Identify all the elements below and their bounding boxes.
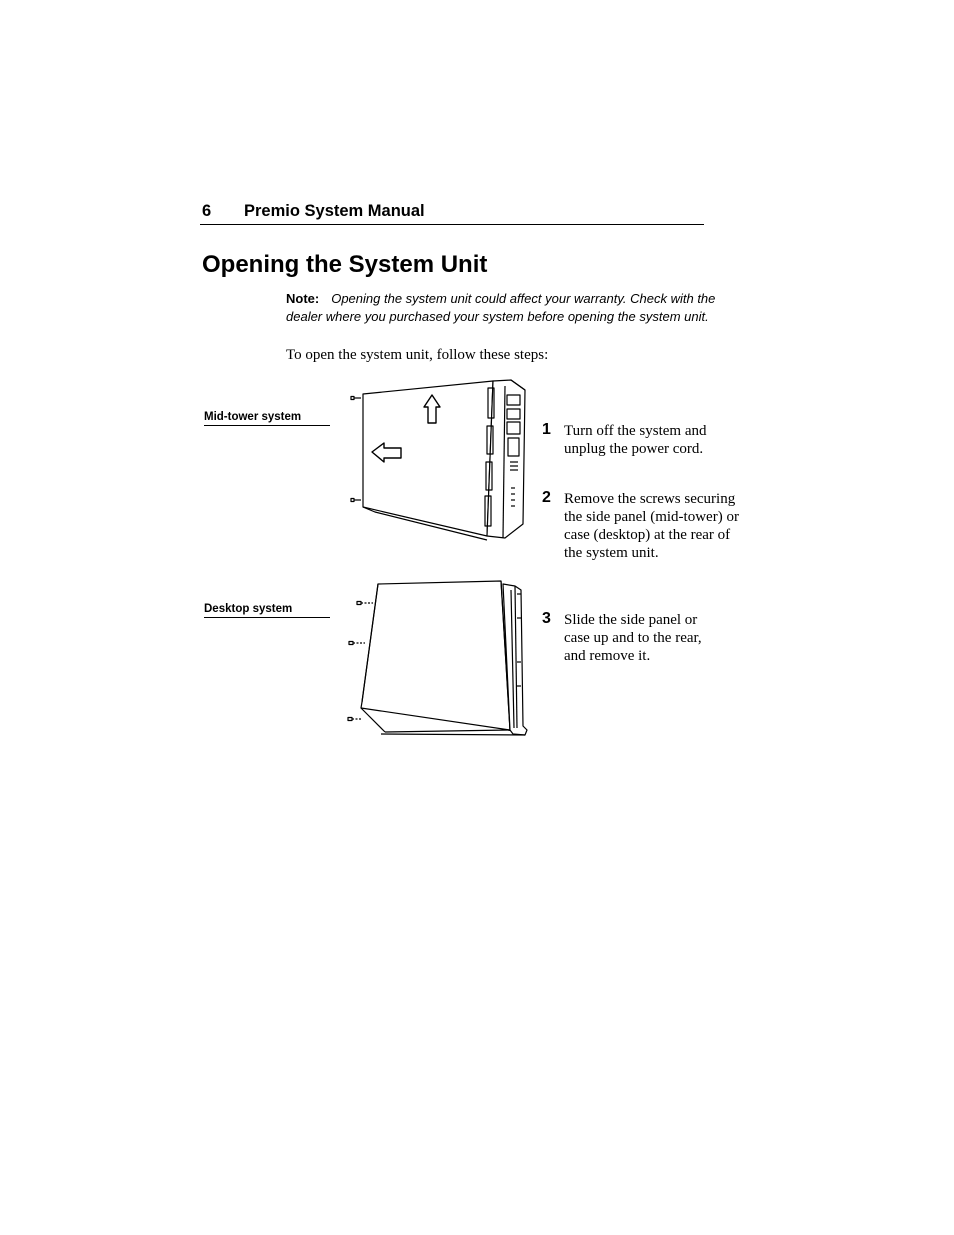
step-3-number: 3 [542,610,551,627]
note-label: Note: [286,291,320,306]
step-3-text: Slide the side panel or case up and to the rear, and remove it. [564,612,702,664]
page-title: Opening the System Unit [202,251,488,278]
step-2-text: Remove the screws securing the side panel (mid-tower) or case (desktop) at the rear of the system unit. [564,491,739,561]
step-1-text: Turn off the system and unplug the power cord. [564,423,707,457]
midtower-illustration [345,378,530,544]
desktop-illustration [345,578,530,738]
step-2-number: 2 [542,489,551,506]
intro-text: To open the system unit, follow these steps: [286,347,549,363]
midtower-label: Mid-tower system [204,411,330,426]
page-header [200,202,704,225]
manual-title: Premio System Manual [244,202,425,220]
step-1-number: 1 [542,421,551,438]
warranty-note [286,290,738,325]
note-text: Opening the system unit could affect your warranty. Check with the dealer where you purchased your system before opening the system unit. [286,291,716,324]
desktop-label: Desktop system [204,603,330,618]
page-number: 6 [202,202,212,220]
